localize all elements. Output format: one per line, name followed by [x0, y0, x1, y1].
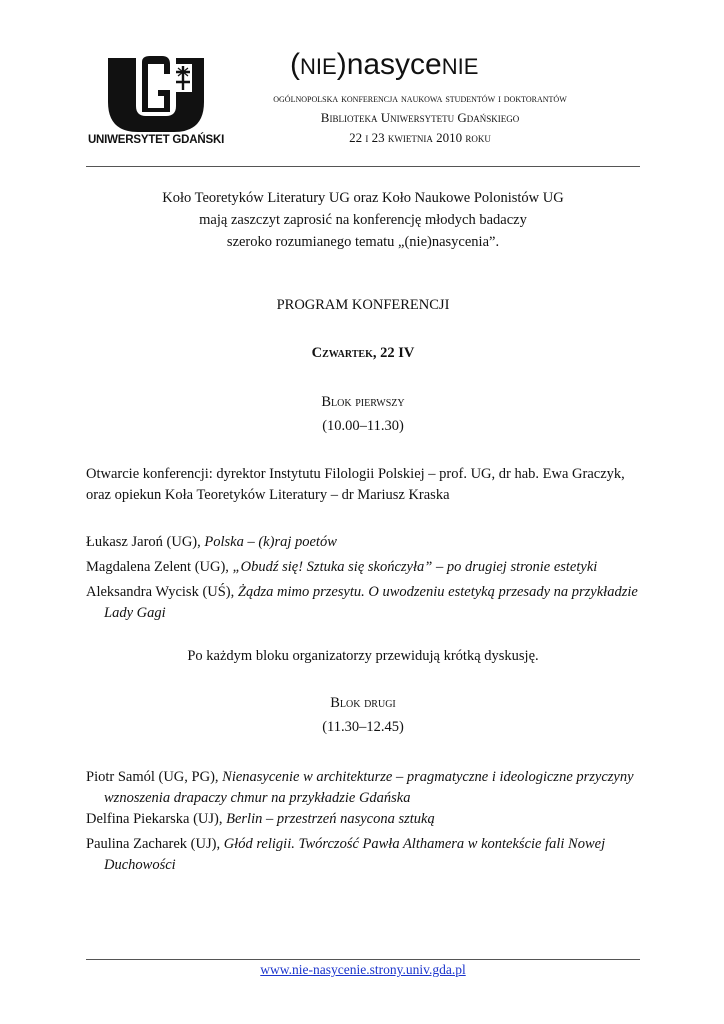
header-divider [86, 166, 640, 167]
block-2-title: Blok drugi [330, 695, 396, 711]
talk-entry: Piotr Samól (UG, PG), Nienasycenie w architekturze – pragmatyczne i ideologiczne przyczyny wznoszenia drapaczy chmur na przykładzie Gdańska [86, 769, 634, 806]
talk-entry: Magdalena Zelent (UG), „Obudź się! Sztuka się skończyła” – po drugiej stronie estetyki [86, 559, 598, 575]
talk-entry: Delfina Piekarska (UJ), Berlin – przestrzeń nasycona sztuką [86, 811, 435, 827]
discussion-note: Po każdym bloku organizatorzy przewidują krótką dyskusję. [187, 648, 539, 664]
intro-line-1: Koło Teoretyków Literatury UG oraz Koło Naukowe Polonistów UG [162, 190, 564, 206]
opening-remarks: Otwarcie konferencji: dyrektor Instytutu Filologii Polskiej – prof. UG, dr hab. Ewa Graczyk, oraz opiekun Koła Teoretyków Literatury – dr Mariusz Kraska [86, 466, 625, 503]
conference-date: 22 i 23 kwietnia 2010 roku [349, 130, 491, 145]
day-heading: Czwartek, 22 IV [311, 345, 415, 361]
talk-entry: Paulina Zacharek (UJ), Głód religii. Twórczość Pawła Althamera w kontekście fali Nowej Duchowości [86, 836, 606, 873]
conference-title: (NIE)nasyceNIE [290, 48, 479, 81]
block-1-title: Blok pierwszy [321, 394, 405, 410]
website-link[interactable]: www.nie-nasycenie.strony.univ.gda.pl [260, 962, 466, 977]
intro-line-2: mają zaszczyt zaprosić na konferencję młodych badaczy [199, 212, 527, 228]
talk-entry: Aleksandra Wycisk (UŚ), Żądza mimo przesytu. O uwodzeniu estetyką przesady na przykładzie Lady Gagi [86, 584, 638, 621]
block-2-time: (11.30–12.45) [322, 719, 404, 735]
program-heading: PROGRAM KONFERENCJI [276, 297, 450, 313]
university-emblem-icon [102, 54, 210, 134]
conference-venue: Biblioteka Uniwersytetu Gdańskiego [320, 110, 520, 125]
intro-line-3: szeroko rozumianego tematu „(nie)nasycenia”. [226, 234, 500, 250]
conference-subtitle: ogólnopolska konferencja naukowa studentów i doktorantów [273, 91, 567, 105]
university-name: UNIWERSYTET GDAŃSKI [87, 134, 225, 146]
footer-divider [86, 959, 640, 960]
talk-entry: Łukasz Jaroń (UG), Polska – (k)raj poetów [86, 534, 337, 550]
block-1-time: (10.00–11.30) [322, 418, 404, 434]
